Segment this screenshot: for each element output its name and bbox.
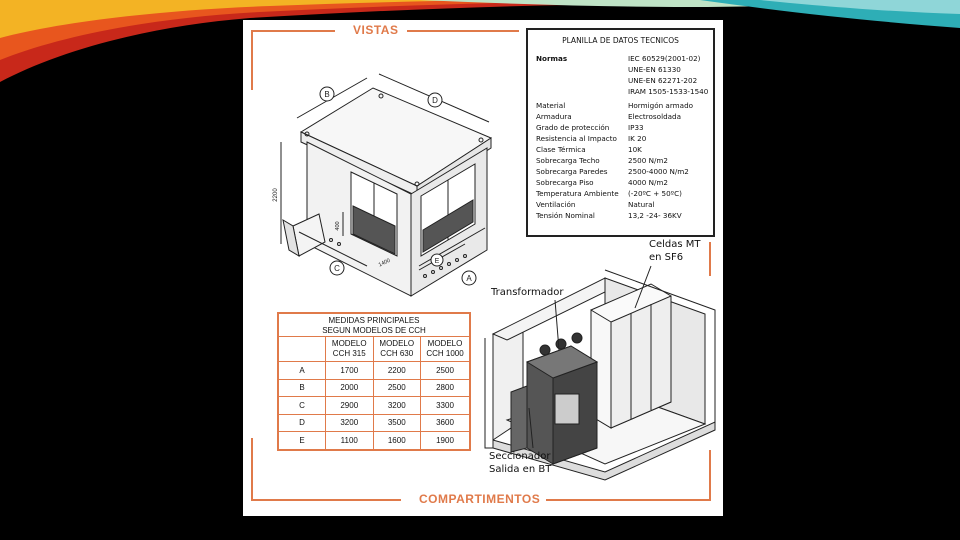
datasheet-key: Normas [536,54,568,63]
technical-sheet [243,20,723,516]
callout-seccionador-line1: Seccionador [489,451,551,462]
label-e: E [434,258,440,265]
callout-transformador: Transformador [491,287,564,298]
table-cell: 3600 [421,414,471,432]
datasheet-key: Ventilación [536,200,576,209]
table-cell: 3200 [373,397,421,415]
datasheet-value: Electrosoldada [628,112,681,121]
table-cell: 2900 [326,397,374,415]
datasheet-title: PLANILLA DE DATOS TECNICOS [562,36,679,45]
table-cell: 2200 [373,362,421,380]
callout-celdas-line2: en SF6 [649,252,684,263]
datasheet-key: Sobrecarga Paredes [536,167,608,176]
datasheet-value: UNE-EN 62271-202 [628,76,698,85]
datasheet-value: Natural [628,200,655,209]
label-b: B [324,90,330,99]
table-cell: 2500 [373,379,421,397]
table-cell: 1600 [373,432,421,450]
row-label: C [278,397,326,415]
datasheet-value: IK 20 [628,134,647,143]
datasheet-key: Temperatura Ambiente [536,189,619,198]
table-cell: 3200 [326,414,374,432]
callout-seccionador-line2: Salida en BT [489,464,552,475]
table-cell: 2000 [326,379,374,397]
table-cell: 3300 [421,397,471,415]
datasheet-key: Sobrecarga Techo [536,156,600,165]
datasheet-value: 2500-4000 N/m2 [628,167,689,176]
datasheet-value: 2500 N/m2 [628,156,668,165]
section-title-vistas: VISTAS [347,23,404,37]
table-cell: 3500 [373,414,421,432]
datasheet-value: (-20ºC + 50ºC) [628,189,682,198]
table-cell: 1700 [326,362,374,380]
table-header-model: MODELO CCH 315 [326,337,374,362]
callout-leader-lines [243,20,723,516]
datasheet-value: UNE-EN 61330 [628,65,681,74]
datasheet-key: Armadura [536,112,572,121]
dimension-door-height: 400 [335,221,341,231]
row-label: D [278,414,326,432]
row-label: E [278,432,326,450]
table-title-line1: MEDIDAS PRINCIPALES [328,316,420,325]
section-title-compartimentos: COMPARTIMENTOS [413,492,546,506]
callout-celdas-line1: Celdas MT [649,239,701,250]
datasheet-key: Clase Térmica [536,145,586,154]
datasheet-value: Hormigón armado [628,101,694,110]
label-d: D [432,96,438,105]
table-cell: 1900 [421,432,471,450]
table-title-line2: SEGUN MODELOS DE CCH [322,326,426,335]
datasheet-key: Material [536,101,566,110]
table-cell: 2800 [421,379,471,397]
datasheet-value: 10K [628,145,642,154]
datasheet-key: Grado de protección [536,123,610,132]
label-a: A [466,274,472,283]
datasheet-value: 4000 N/m2 [628,178,668,187]
datasheet-value: IEC 60529(2001-02) [628,54,701,63]
datasheet-value: IP33 [628,123,644,132]
dimension-height: 2200 [273,188,279,202]
table-header-model: MODELO CCH 630 [373,337,421,362]
datasheet-key: Resistencia al Impacto [536,134,617,143]
label-c: C [334,264,340,273]
table-header-model: MODELO CCH 1000 [421,337,471,362]
dimension-door-width: 1400 [377,257,392,269]
datasheet-value: 13,2 -24- 36KV [628,211,682,220]
table-cell: 1100 [326,432,374,450]
datasheet-key: Tensión Nominal [536,211,595,220]
row-label: A [278,362,326,380]
row-label: B [278,379,326,397]
datasheet-value: IRAM 1505-1533-1540 [628,87,709,96]
datasheet-key: Sobrecarga Piso [536,178,594,187]
table-cell: 2500 [421,362,471,380]
